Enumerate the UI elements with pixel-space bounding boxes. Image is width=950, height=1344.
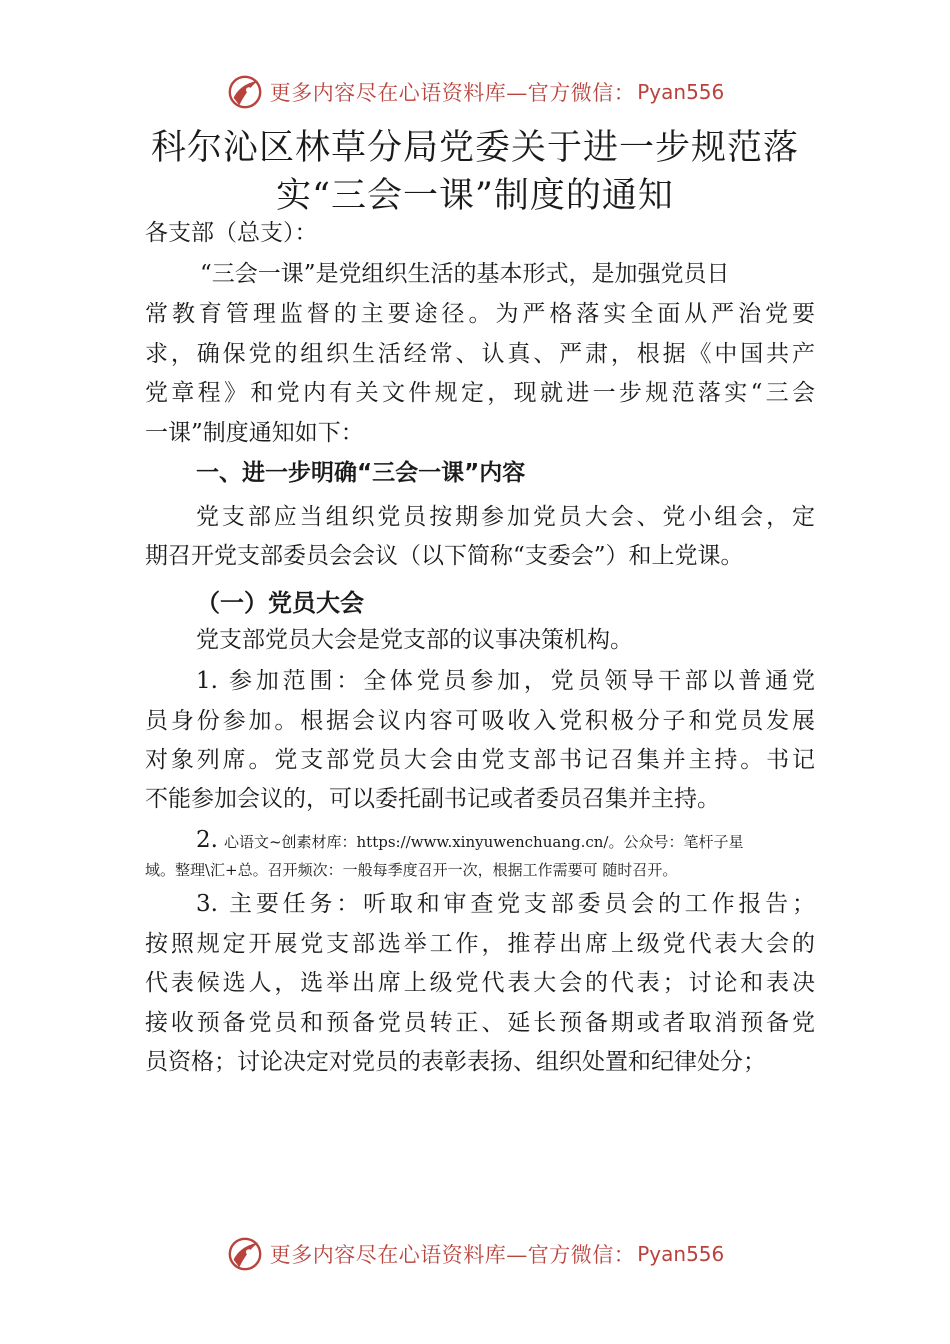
footer-banner bbox=[0, 1232, 950, 1276]
banner-account: Pyan556 bbox=[637, 80, 725, 104]
item-1-line-3: 对象列席。党支部党员大会由党支部书记召集并主持。书记 bbox=[145, 747, 815, 773]
subsection-1-heading: （一）党员大会 bbox=[196, 589, 364, 617]
subsection-1-intro: 党支部党员大会是党支部的议事决策机构。 bbox=[196, 627, 633, 653]
item-2-number: 2. bbox=[196, 827, 218, 853]
intro-line-1: “三会一课”是党组织生活的基本形式，是加强党员日 bbox=[200, 261, 730, 287]
logo-icon bbox=[226, 1235, 264, 1273]
title-line-1: 科尔沁区林草分局党委关于进一步规范落 bbox=[150, 128, 799, 168]
section-1-line-2: 期召开党支部委员会会议（以下简称“支委会”）和上党课。 bbox=[145, 543, 744, 569]
document-title bbox=[120, 124, 830, 220]
item-3-line-1: 3. 主要任务：听取和审查党支部委员会的工作报告； bbox=[196, 891, 815, 917]
item-1-line-1: 1. 参加范围：全体党员参加，党员领导干部以普通党 bbox=[196, 668, 815, 694]
intro-line-2: 常教育管理监督的主要途径。为严格落实全面从严治党要 bbox=[145, 301, 815, 327]
intro-line-5: 一课”制度通知如下： bbox=[145, 420, 364, 446]
title-line-2: 实“三会一课”制度的通知 bbox=[276, 176, 674, 216]
item-3-line-2: 按照规定开展党支部选举工作，推荐出席上级党代表大会的 bbox=[145, 931, 815, 957]
intro-line-4: 党章程》和党内有关文件规定，现就进一步规范落实“三会 bbox=[145, 380, 815, 406]
logo-icon bbox=[226, 73, 264, 111]
item-1-line-2: 员身份参加。根据会议内容可吸收入党积极分子和党员发展 bbox=[145, 708, 815, 734]
header-banner bbox=[0, 70, 950, 114]
intro-line-3: 求，确保党的组织生活经常、认真、严肃，根据《中国共产 bbox=[145, 341, 815, 367]
section-1-heading: 一、进一步明确“三会一课”内容 bbox=[196, 460, 526, 486]
banner-account: Pyan556 bbox=[637, 1242, 725, 1266]
banner-text: 更多内容尽在心语资料库—官方微信： bbox=[269, 81, 636, 105]
salutation: 各支部（总支）： bbox=[145, 220, 318, 246]
item-3-line-3: 代表候选人，选举出席上级党代表大会的代表；讨论和表决 bbox=[145, 970, 815, 996]
banner-text: 更多内容尽在心语资料库—官方微信： bbox=[269, 1243, 636, 1267]
item-2-line-2: 域。整理\汇+总。召开频次：一般每季度召开一次，根据工作需要可 随时召开。 bbox=[145, 861, 678, 879]
item-2-line-1 bbox=[196, 828, 815, 854]
section-1-line-1: 党支部应当组织党员按期参加党员大会、党小组会，定 bbox=[196, 504, 815, 530]
item-3-line-4: 接收预备党员和预备党员转正、延长预备期或者取消预备党 bbox=[145, 1010, 815, 1036]
item-1-line-4: 不能参加会议的，可以委托副书记或者委员召集并主持。 bbox=[145, 786, 720, 812]
item-3-line-5: 员资格；讨论决定对党员的表彰表扬、组织处置和纪律处分； bbox=[145, 1049, 766, 1075]
item-2-text-1: 心语文~创素材库：https://www.xinyuwenchuang.cn/。公众号：笔杆子星 bbox=[223, 833, 744, 851]
